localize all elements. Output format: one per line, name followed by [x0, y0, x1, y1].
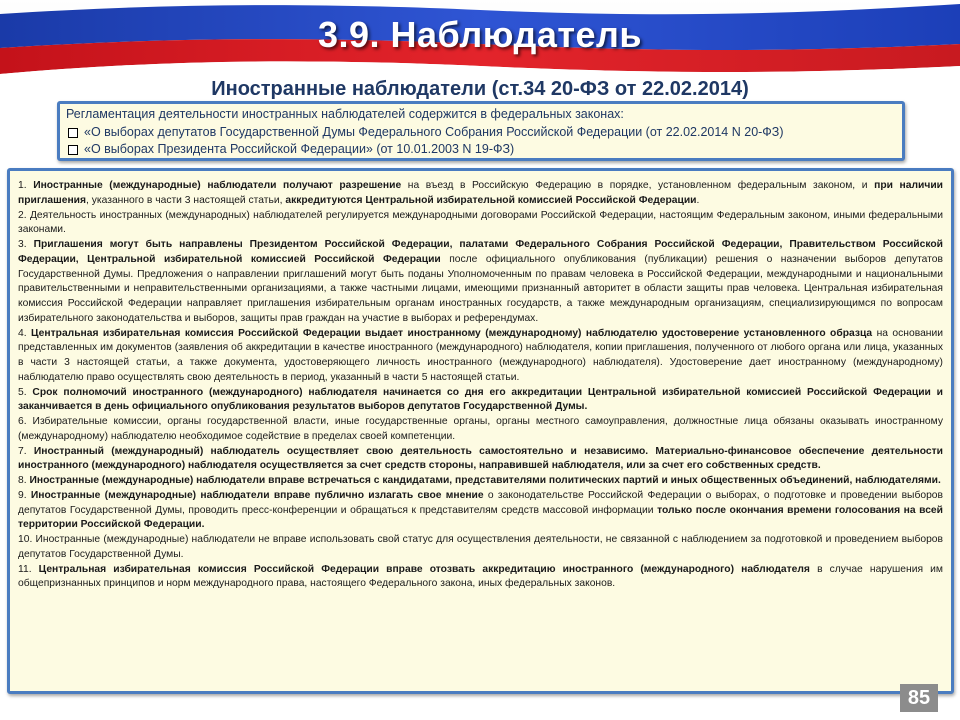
paragraph-9: 9. Иностранные (международные) наблюдатели вправе публично излагать свое мнение о законодательстве Российской Федерации о выборах, о подготовке и проведении выборов депутатов Государственной Думы, проводить пресс-конференции и обращаться к представителям средств массовой информации только после окончания времени голосования на всей территории Российской Федерации.: [18, 489, 943, 531]
checkbox-bullet-icon: [68, 145, 78, 155]
page-number: 85: [900, 684, 938, 712]
paragraph-8: 8. Иностранные (международные) наблюдатели вправе встречаться с кандидатами, представителями политических партий и иных общественных объединений, наблюдателями.: [18, 475, 941, 486]
intro-bullet-text: «О выборах депутатов Государственной Думы Федерального Собрания Российской Федерации (от 22.02.2014 N 20-ФЗ): [84, 124, 784, 139]
intro-bullet: [66, 141, 896, 159]
slide-title: 3.9. Наблюдатель: [317, 14, 643, 55]
checkbox-bullet-icon: [68, 128, 78, 138]
paragraph-11: 11. Центральная избирательная комиссия Российской Федерации вправе отозвать аккредитацию иностранного (международного) наблюдателя в случае нарушения им общепризнанных принципов и норм международного права, настоящего Федерального закона, иных федеральных законов.: [18, 563, 943, 590]
intro-lead: Регламентация деятельности иностранных наблюдателей содержится в федеральных законах:: [66, 107, 624, 121]
paragraph-4: 4. Центральная избирательная комиссия Российской Федерации выдает иностранному (международному) наблюдателю удостоверение установленного образца на основании представленных им документов (заявления об аккредитации в качестве иностранного (международного) наблюдателя, копии приглашения, полученного от любого органа или лица, указанных в части 3 настоящей статьи, а также документа, удостоверяющего личность иностранного (международного) наблюдателя). Удостоверение дает иностранному (международному) наблюдателю право осуществлять свою деятельность в период, указанный в части 5 настоящей статьи.: [18, 327, 943, 383]
intro-bullet-text: «О выборах Президента Российской Федерации» (от 10.01.2003 N 19-ФЗ): [84, 142, 515, 156]
paragraph-5: 5. Срок полномочий иностранного (международного) наблюдателя начинается со дня его аккредитации Центральной избирательной комиссией Российской Федерации и заканчивается в день официального опубликования результатов выборов депутатов Государственной Думы.: [18, 386, 943, 413]
intro-bullet: [66, 124, 896, 142]
law-text-box: [7, 168, 954, 694]
paragraph-3: 3. Приглашения могут быть направлены Президентом Российской Федерации, палатами Федерального Собрания Российской Федерации, Правительством Российской Федерации, Центральной избирательной комиссией Российской Федерации после официального опубликования (публикации) решения о назначении выборов депутатов Государственной Думы. Предложения о направлении приглашений могут быть поданы Уполномоченным по правам человека в Российской Федерации, международными и национальными правительственными и неправительственными организациями, а также частными лицами, имеющими признанный авторитет в области защиты прав человека. Центральная избирательная комиссия Российской Федерации направляет приглашения избирательным органам иностранных государств, а также международным организациям, специализирующимся по вопросам избирательного законодательства и выборов, защиты прав граждан на участие в выборах и референдумах.: [18, 239, 943, 324]
paragraph-2: 2. Деятельность иностранных (международных) наблюдателей регулируется международными договорами Российской Федерации, настоящим Федеральным законом, иными федеральными законами.: [18, 209, 943, 236]
paragraph-6: 6. Избирательные комиссии, органы государственной власти, иные государственные органы, органы местного самоуправления, должностные лица обязаны оказывать иностранному (международному) наблюдателю необходимое содействие в пределах своей компетенции.: [18, 416, 943, 442]
paragraph-7: 7. Иностранный (международный) наблюдатель осуществляет свою деятельность самостоятельно и независимо. Материально-финансовое обеспечение деятельности иностранного (международного) наблюдателя осуществляется за счет средств стороны, направившей наблюдателя, или за счет его собственных средств.: [18, 445, 944, 472]
slide-subtitle: Иностранные наблюдатели (ст.34 20-ФЗ от 22.02.2014): [211, 78, 749, 100]
paragraph-1: 1. Иностранные (международные) наблюдатели получают разрешение на въезд в Российскую Федерацию в порядке, установленном федеральным законом, и при наличии приглашения, указанного в части 3 настоящей статьи, аккредитуются Центральной избирательной комиссией Российской Федерации.: [18, 180, 943, 206]
paragraph-10: 10. Иностранные (международные) наблюдатели не вправе использовать свой статус для осуществления деятельности, не связанной с наблюдением за подготовкой и проведением выборов депутатов Государственной Думы.: [18, 534, 943, 560]
intro-box: [57, 101, 905, 161]
